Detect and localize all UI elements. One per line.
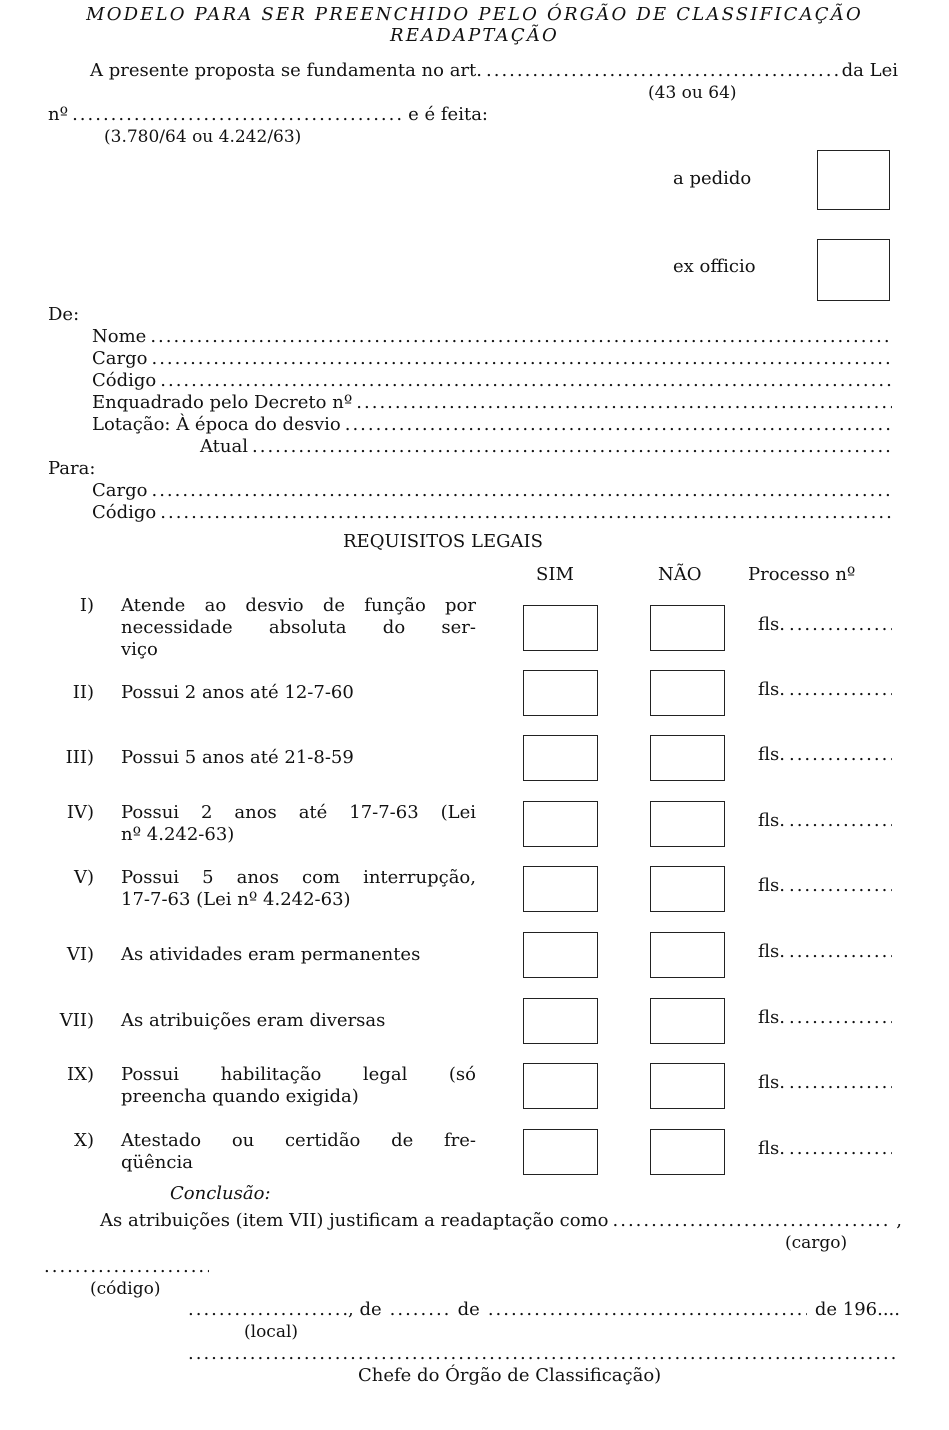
- de-decreto-row: [92, 392, 896, 414]
- requisito-text: As atribuições eram diversas: [121, 1010, 386, 1031]
- requisito-text: viço: [121, 639, 158, 660]
- fls-field[interactable]: [789, 1072, 892, 1094]
- field-label: Cargo: [92, 480, 148, 501]
- conclusao-codigo-row: [44, 1256, 209, 1278]
- sim-checkbox[interactable]: [523, 735, 598, 781]
- local-field[interactable]: [188, 1299, 348, 1321]
- field-label: Lotação: À época do desvio: [92, 414, 341, 435]
- de-cargo-row: [92, 348, 896, 370]
- day-field[interactable]: [390, 1299, 450, 1321]
- requisito-numeral: X): [74, 1130, 94, 1151]
- requisito-text: qüência: [121, 1152, 193, 1173]
- fls-row: [758, 1138, 896, 1160]
- art-field[interactable]: [486, 60, 838, 82]
- sim-checkbox[interactable]: [523, 932, 598, 978]
- pedido-checkbox[interactable]: [817, 150, 890, 210]
- requisito-text: Atestado ou certidão de fre-: [121, 1130, 476, 1151]
- col-processo: Processo nº: [748, 564, 856, 585]
- intro-line-2: [48, 104, 488, 126]
- signature-caption: Chefe do Órgão de Classificação): [358, 1365, 662, 1386]
- requisito-text: necessidade absoluta do ser-: [121, 617, 476, 638]
- fls-label: fls.: [758, 941, 785, 962]
- date-line: [188, 1299, 900, 1321]
- requisito-numeral: IV): [66, 802, 94, 823]
- sim-checkbox[interactable]: [523, 1063, 598, 1109]
- conclusao-codigo-field[interactable]: [44, 1256, 209, 1278]
- fls-label: fls.: [758, 614, 785, 635]
- decreto-field[interactable]: [356, 392, 892, 414]
- hint-codigo: (código): [90, 1279, 161, 1299]
- sim-checkbox[interactable]: [523, 605, 598, 651]
- fls-field[interactable]: [789, 1007, 892, 1029]
- requisito-text: Possui 2 anos até 17-7-63 (Lei: [121, 802, 476, 823]
- feita-label: e é feita:: [408, 104, 488, 125]
- requisito-numeral: V): [73, 867, 94, 888]
- fls-row: [758, 1007, 896, 1029]
- hint-cargo: (cargo): [785, 1233, 848, 1253]
- de-nome-row: [92, 326, 896, 348]
- sim-checkbox[interactable]: [523, 801, 598, 847]
- conclusao-label: Conclusão:: [170, 1183, 271, 1204]
- requisito-text: nº 4.242-63): [121, 824, 235, 845]
- para-codigo-row: [92, 502, 896, 524]
- field-label: Atual: [200, 436, 248, 457]
- para-cargo-field[interactable]: [151, 480, 892, 502]
- field-label: Enquadrado pelo Decreto nº: [92, 392, 353, 413]
- de-label: De:: [48, 304, 80, 325]
- sim-checkbox[interactable]: [523, 1129, 598, 1175]
- fls-row: [758, 941, 896, 963]
- fls-field[interactable]: [789, 744, 892, 766]
- fls-field[interactable]: [789, 810, 892, 832]
- title-line-2: READAPTAÇÃO: [390, 25, 559, 46]
- col-nao: NÃO: [658, 564, 702, 585]
- sim-checkbox[interactable]: [523, 866, 598, 912]
- de-lotacao-row: [92, 414, 896, 436]
- conclusao-line: [100, 1210, 902, 1232]
- fls-row: [758, 679, 896, 701]
- year-text: de 196....: [814, 1299, 900, 1320]
- lei-number-field[interactable]: [72, 104, 404, 126]
- nao-checkbox[interactable]: [650, 866, 725, 912]
- requisito-numeral: VII): [59, 1010, 94, 1031]
- de-text: de: [457, 1299, 480, 1320]
- de-codigo-row: [92, 370, 896, 392]
- requisito-numeral: IX): [67, 1064, 94, 1085]
- requisito-text: Possui habilitação legal (só: [121, 1064, 476, 1085]
- para-label: Para:: [48, 458, 96, 479]
- requisito-text: Possui 5 anos com interrupção,: [121, 867, 476, 888]
- de-atual-row: [200, 436, 896, 458]
- fls-label: fls.: [758, 1138, 785, 1159]
- requisito-text: 17-7-63 (Lei nº 4.242-63): [121, 889, 351, 910]
- intro-line-1: [90, 60, 898, 82]
- ex-officio-checkbox[interactable]: [817, 239, 890, 301]
- col-sim: SIM: [536, 564, 574, 585]
- para-codigo-field[interactable]: [160, 502, 892, 524]
- fls-label: fls.: [758, 810, 785, 831]
- field-label: Código: [92, 502, 157, 523]
- field-label: Cargo: [92, 348, 148, 369]
- option-ex-officio-label: ex officio: [673, 256, 756, 277]
- nao-checkbox[interactable]: [650, 1063, 725, 1109]
- signature-row: [188, 1343, 900, 1365]
- fls-field[interactable]: [789, 614, 892, 636]
- signature-field[interactable]: [188, 1343, 900, 1365]
- no-label: nº: [48, 104, 69, 125]
- codigo-field[interactable]: [160, 370, 892, 392]
- hint-local: (local): [244, 1322, 299, 1342]
- nao-checkbox[interactable]: [650, 1129, 725, 1175]
- nao-checkbox[interactable]: [650, 998, 725, 1044]
- conclusao-cargo-field[interactable]: [613, 1210, 893, 1232]
- intro-suffix: da Lei: [841, 60, 898, 81]
- cargo-field[interactable]: [151, 348, 892, 370]
- nome-field[interactable]: [150, 326, 892, 348]
- hint-lei: (43 ou 64): [648, 83, 737, 103]
- nao-checkbox[interactable]: [650, 932, 725, 978]
- requisito-text: As atividades eram permanentes: [121, 944, 421, 965]
- requisito-text: preencha quando exigida): [121, 1086, 359, 1107]
- sim-checkbox[interactable]: [523, 670, 598, 716]
- nao-checkbox[interactable]: [650, 801, 725, 847]
- fls-label: fls.: [758, 875, 785, 896]
- field-label: Nome: [92, 326, 147, 347]
- para-cargo-row: [92, 480, 896, 502]
- requisito-text: Atende ao desvio de função por: [121, 595, 476, 616]
- fls-field[interactable]: [789, 875, 892, 897]
- requisito-text: Possui 2 anos até 12-7-60: [121, 682, 354, 703]
- field-label: Código: [92, 370, 157, 391]
- requisito-numeral: VI): [66, 944, 94, 965]
- option-pedido-label: a pedido: [673, 168, 752, 189]
- comma: ,: [896, 1210, 902, 1231]
- requisito-numeral: III): [65, 747, 94, 768]
- fls-row: [758, 744, 896, 766]
- conclusao-text: As atribuições (item VII) justificam a readaptação como: [100, 1210, 609, 1231]
- fls-label: fls.: [758, 744, 785, 765]
- fls-label: fls.: [758, 1007, 785, 1028]
- nao-checkbox[interactable]: [650, 670, 725, 716]
- fls-field[interactable]: [789, 1138, 892, 1160]
- fls-row: [758, 614, 896, 636]
- requisito-numeral: I): [79, 595, 94, 616]
- fls-label: fls.: [758, 1072, 785, 1093]
- requisitos-heading: REQUISITOS LEGAIS: [343, 531, 543, 552]
- requisito-text: Possui 5 anos até 21-8-59: [121, 747, 354, 768]
- fls-row: [758, 1072, 896, 1094]
- title-line-1: MODELO PARA SER PREENCHIDO PELO ÓRGÃO DE CLASSIFICAÇÃO: [86, 4, 863, 25]
- lotacao-epoca-field[interactable]: [345, 414, 892, 436]
- hint-lei-number: (3.780/64 ou 4.242/63): [104, 127, 302, 147]
- fls-row: [758, 810, 896, 832]
- sim-checkbox[interactable]: [523, 998, 598, 1044]
- de-text: , de: [348, 1299, 382, 1320]
- fls-row: [758, 875, 896, 897]
- lotacao-atual-field[interactable]: [252, 436, 892, 458]
- intro-text: A presente proposta se fundamenta no art.: [90, 60, 482, 81]
- requisito-numeral: II): [72, 682, 94, 703]
- nao-checkbox[interactable]: [650, 605, 725, 651]
- month-field[interactable]: [488, 1299, 807, 1321]
- fls-field[interactable]: [789, 941, 892, 963]
- fls-label: fls.: [758, 679, 785, 700]
- nao-checkbox[interactable]: [650, 735, 725, 781]
- fls-field[interactable]: [789, 679, 892, 701]
